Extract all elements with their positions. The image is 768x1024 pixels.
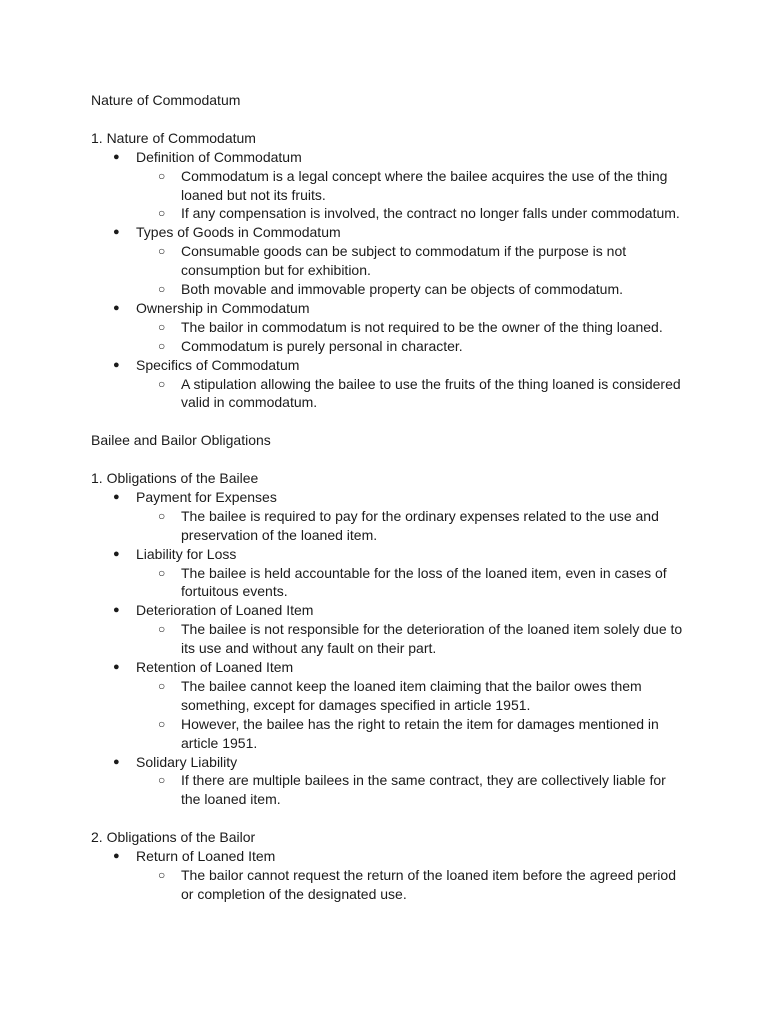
sub-item-text: preservation of the loaned item. (181, 526, 378, 543)
list-item-label: Definition of Commodatum (136, 148, 302, 165)
bullet-marker: ● (113, 490, 120, 503)
sub-bullet-marker: ○ (158, 168, 166, 183)
group-title: 1. Obligations of the Bailee (91, 470, 259, 486)
sub-item-text: fortuitous events. (181, 583, 288, 600)
sub-bullet-marker: ○ (158, 244, 166, 259)
sub-item-text: Commodatum is purely personal in character. (181, 337, 463, 354)
list-item-label: Retention of Loaned Item (136, 659, 294, 675)
list-item-label: Deterioration of Loaned Item (136, 602, 314, 619)
list-item-label: Return of Loaned Item (136, 848, 276, 864)
sub-bullet-marker: ○ (158, 622, 166, 637)
section-heading: Nature of Commodatum (91, 92, 241, 108)
sub-item-text: A stipulation allowing the bailee to use the fruits of the thing loaned is considered (181, 375, 681, 392)
list-item-label: Specifics of Commodatum (136, 356, 300, 373)
sub-bullet-marker: ○ (158, 678, 166, 693)
sub-item-text: consumption but for exhibition. (181, 262, 371, 279)
bullet-marker: ● (113, 301, 120, 314)
sub-item-text: Both movable and immovable property can be objects of commodatum. (181, 281, 624, 297)
sub-item-text: loaned but not its fruits. (181, 186, 326, 203)
sub-item-text: If there are multiple bailees in the same contract, they are collectively liable for (181, 772, 666, 789)
bullet-marker: ● (113, 850, 120, 862)
sub-item-text: However, the bailee has the right to retain the item for damages mentioned in (181, 715, 659, 732)
list-item-label: Solidary Liability (136, 753, 238, 770)
sub-item-text: The bailor cannot request the return of the loaned item before the agreed period (181, 866, 676, 883)
sub-bullet-marker: ○ (158, 716, 166, 731)
sub-bullet-marker: ○ (158, 565, 166, 580)
sub-item-text: Commodatum is a legal concept where the bailee acquires the use of the thing (181, 167, 668, 184)
bullet-marker: ● (113, 358, 120, 371)
sub-item-text: something, except for damages specified in article 1951. (181, 696, 531, 713)
bullet-marker: ● (113, 755, 120, 768)
sub-item-text: Consumable goods can be subject to commodatum if the purpose is not (181, 243, 627, 260)
sub-bullet-marker: ○ (158, 376, 166, 391)
section-heading: Bailee and Bailor Obligations (91, 432, 271, 449)
sub-item-text: The bailee is not responsible for the deterioration of the loaned item solely due to (181, 621, 683, 638)
sub-item-text: The bailor in commodatum is not required to be the owner of the thing loaned. (181, 318, 663, 335)
sub-bullet-marker: ○ (158, 867, 166, 882)
bullet-marker: ● (113, 604, 120, 617)
sub-bullet-marker: ○ (158, 206, 166, 221)
bullet-marker: ● (113, 547, 120, 560)
sub-item-text: The bailee is held accountable for the loss of the loaned item, even in cases of (181, 564, 667, 581)
sub-item-text: article 1951. (181, 734, 258, 751)
sub-item-text: its use and without any fault on their part. (181, 640, 437, 657)
sub-bullet-marker: ○ (158, 508, 166, 523)
list-item-label: Liability for Loss (136, 545, 237, 562)
group-title: 1. Nature of Commodatum (91, 129, 256, 146)
sub-bullet-marker: ○ (158, 282, 166, 296)
bullet-marker: ● (113, 226, 120, 239)
sub-item-text: The bailee cannot keep the loaned item claiming that the bailor owes them (181, 677, 642, 694)
list-item-label: Payment for Expenses (136, 488, 277, 505)
bullet-marker: ● (113, 150, 120, 163)
sub-item-text: The bailee is required to pay for the ordinary expenses related to the use and (181, 507, 659, 524)
sub-bullet-marker: ○ (158, 319, 166, 334)
bullet-marker: ● (113, 661, 120, 673)
sub-item-text: valid in commodatum. (181, 394, 318, 411)
list-item-label: Ownership in Commodatum (136, 299, 310, 316)
group-title: 2. Obligations of the Bailor (91, 829, 256, 846)
list-item-label: Types of Goods in Commodatum (136, 224, 341, 241)
sub-bullet-marker: ○ (158, 338, 166, 353)
sub-item-text: the loaned item. (181, 791, 281, 808)
sub-item-text: If any compensation is involved, the contract no longer falls under commodatum. (181, 205, 680, 222)
sub-item-text: or completion of the designated use. (181, 885, 407, 902)
sub-bullet-marker: ○ (158, 773, 166, 788)
